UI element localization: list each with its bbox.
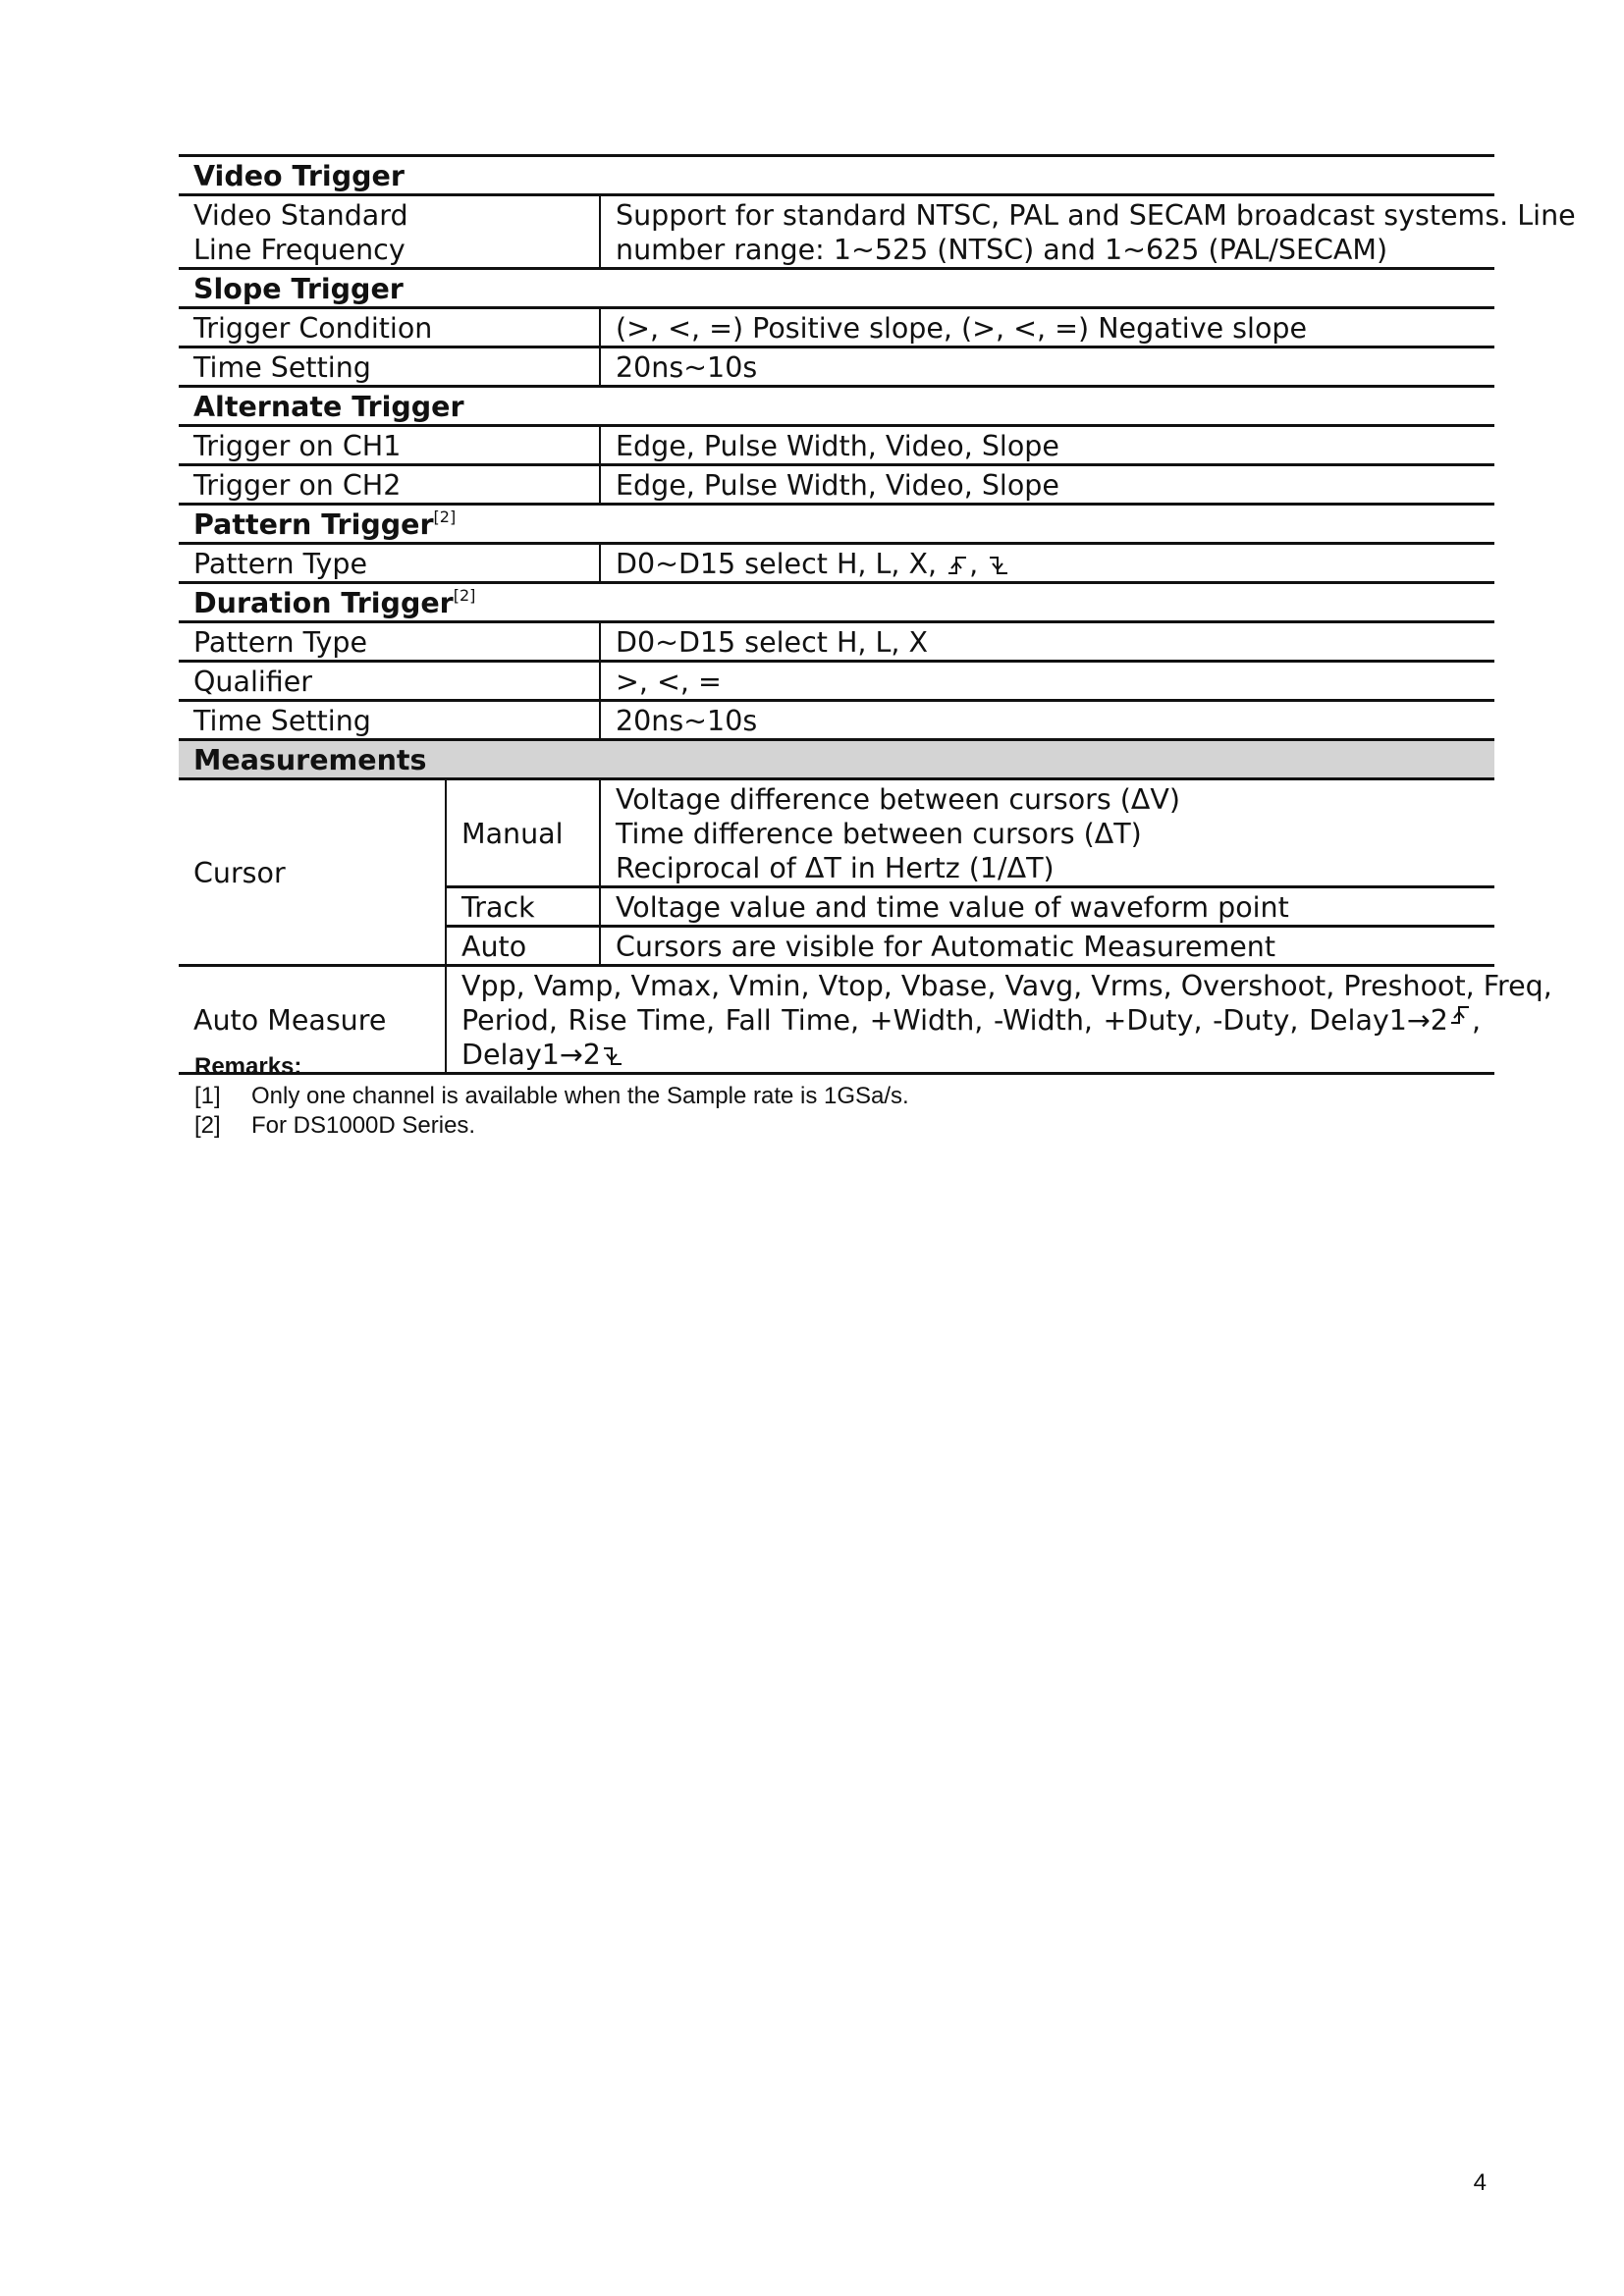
remark-number: [1] [194,1083,221,1109]
spec-value: (>, <, =) Positive slope, (>, <, =) Negative slope [600,308,1494,347]
section-title: Pattern Trigger [193,508,434,541]
section-title: Slope Trigger [179,269,1494,308]
spec-value [600,195,1576,269]
manual-label: Manual [446,779,600,887]
page-number: 4 [1473,2169,1487,2196]
spec-row-time-setting [179,347,1494,387]
auto-measure-label: Auto Measure [179,966,446,1074]
section-header-measurements [179,740,1494,779]
spec-label: Trigger on CH1 [179,426,600,465]
footnote-ref: [2] [433,507,457,526]
value-line: number range: 1~525 (NTSC) and 1~625 (PAL/SECAM) [616,234,1388,266]
spec-label: Trigger on CH2 [179,465,600,505]
rising-edge-icon [1450,1003,1470,1027]
section-header-pattern-trigger [179,505,1494,544]
section-title: Alternate Trigger [179,387,1494,426]
spec-label: Time Setting [179,701,600,740]
remark-text: For DS1000D Series. [251,1112,476,1139]
pattern-type-text: D0~D15 select H, L, X, [616,548,938,580]
spec-row-trigger-ch2 [179,465,1494,505]
section-header-slope-trigger [179,269,1494,308]
falling-edge-icon [989,554,1008,577]
auto-measure-line: Vpp, Vamp, Vmax, Vmin, Vtop, Vbase, Vavg, Vrms, Overshoot, Preshoot, Freq, [461,970,1552,1002]
value-line: Support for standard NTSC, PAL and SECAM broadcast systems. Line [616,199,1576,232]
specifications-table [179,154,1576,1075]
remark-text: Only one channel is available when the Sample rate is 1GSa/s. [251,1083,909,1109]
spec-value: Voltage value and time value of waveform point [600,887,1494,927]
manual-value-line: Time difference between cursors (ΔT) [616,818,1142,850]
rising-edge-icon [947,554,967,577]
spec-label: Qualifier [179,662,600,701]
spec-row-duration-time-setting [179,701,1494,740]
spec-label: Time Setting [179,347,600,387]
label-line-frequency: Line Frequency [193,234,406,266]
spec-value: >, <, = [600,662,1494,701]
spec-value: 20ns~10s [600,347,1494,387]
spec-value: Cursors are visible for Automatic Measurement [600,927,1494,966]
auto-measure-line-wrap [461,1003,1481,1038]
auto-measure-line: Period, Rise Time, Fall Time, +Width, -Width, +Duty, -Duty, Delay1→2 [461,1004,1448,1037]
spec-value: 20ns~10s [600,701,1494,740]
spec-row-duration-pattern-type [179,622,1494,662]
spec-value: Edge, Pulse Width, Video, Slope [600,465,1494,505]
spec-label [179,195,600,269]
section-title: Video Trigger [179,156,1494,195]
remark-note [194,1082,909,1111]
manual-value-line: Reciprocal of ΔT in Hertz (1/ΔT) [616,852,1055,884]
section-header-video-trigger [179,156,1494,195]
section-title: Measurements [179,740,1494,779]
spec-label: Trigger Condition [179,308,600,347]
remarks-title: Remarks: [194,1053,302,1080]
spec-row-cursor-manual [179,779,1494,887]
spec-row-trigger-condition [179,308,1494,347]
label-video-standard: Video Standard [193,199,408,232]
spec-value: Edge, Pulse Width, Video, Slope [600,426,1494,465]
spec-value [600,544,1494,583]
remarks-section [194,1052,909,1141]
section-title-cell [179,505,1494,544]
remark-note [194,1111,909,1141]
cursor-label: Cursor [179,779,446,966]
footnote-ref: [2] [453,586,476,605]
spec-value: D0~D15 select H, L, X [600,622,1494,662]
spec-row-trigger-ch1 [179,426,1494,465]
spec-row-pattern-type [179,544,1494,583]
section-header-alternate-trigger [179,387,1494,426]
manual-value-line: Voltage difference between cursors (ΔV) [616,783,1180,816]
section-title-cell [179,583,1494,622]
section-header-duration-trigger [179,583,1494,622]
spec-row-qualifier [179,662,1494,701]
spec-value [600,779,1494,887]
auto-measure-line: Delay1→2 [461,1039,601,1071]
spec-row-video-standard [179,195,1494,269]
separator: , [969,548,979,580]
separator: , [1471,1004,1482,1037]
spec-label: Pattern Type [179,622,600,662]
remark-number: [2] [194,1112,221,1139]
auto-label: Auto [446,927,600,966]
spec-label: Pattern Type [179,544,600,583]
track-label: Track [446,887,600,927]
section-title: Duration Trigger [193,587,454,619]
